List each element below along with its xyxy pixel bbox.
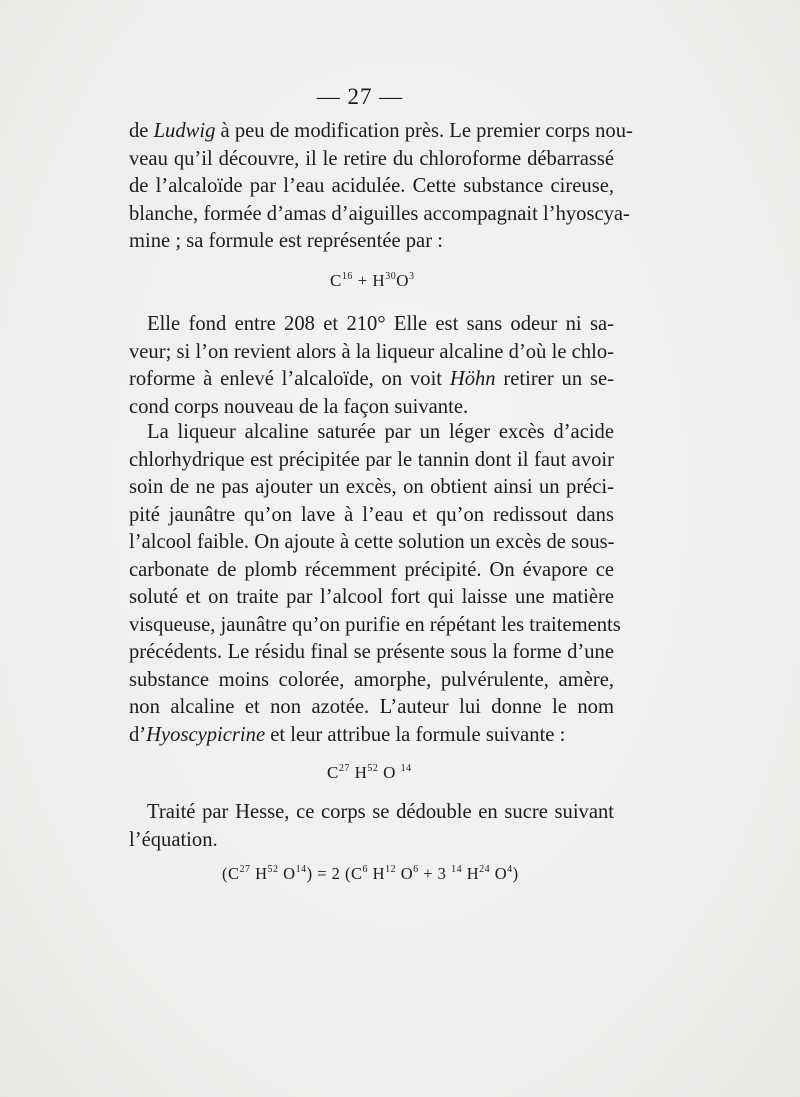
chemical-equation: ($C^{27}$ $H^{52}$ $O^{14}) = 2$ ($C^6$ $H^{12}$ $O^6 + 3$ $^{14}$ $H^{24}$ $O^4$) [222,864,519,883]
text-line: visqueuse, jaunâtre qu’on purifie en répétant les traitements [129,613,621,636]
text-line: Traité par Hesse, ce corps se dédouble en sucre suivant [147,801,614,823]
text-line: soluté et on traite par l’alcool fort qui laisse une matière [129,586,614,608]
paragraph-3 [129,419,621,749]
text-line: Elle fond entre 208 et 210° Elle est sans odeur ni sa- [147,313,614,335]
text-line: cond corps nouveau de la façon suivante. [129,395,469,418]
text-line: soin de ne pas ajouter un excès, on obtient ainsi un préci- [129,476,614,498]
text-line: non alcaline et non azotée. L’auteur lui donne le nom [129,696,614,718]
text-line: carbonate de plomb récemment précipité. On évapore ce [129,558,614,581]
paragraph-1 [129,118,633,256]
text-line: veur; si l’on revient alors à la liqueur alcaline d’où le chlo- [129,340,614,363]
chemical-formula-1: $C^{16} + H^{30}O^3$ [330,271,415,290]
text-line: veau qu’il découvre, il le retire du chloroforme débarrassé [129,147,614,170]
text-line: de Ludwig à peu de modification près. Le premier corps nou- [129,120,633,142]
italic-name-ludwig: Ludwig [153,120,216,142]
text-line: de l’alcaloïde par l’eau acidulée. Cette substance cireuse, [129,175,614,197]
text-line: La liqueur alcaline saturée par un léger excès d’acide [147,421,614,443]
italic-term-hyoscypicrine: Hyoscypicrine [146,723,266,746]
page-number: — 27 — [316,84,404,109]
chemical-formula-2: $C^{27}$ $H^{52}$ O $^{14}$ [327,763,412,782]
text-line: d’Hyoscypicrine et leur attribue la formule suivante : [129,723,566,746]
paragraph-2 [129,311,614,421]
italic-name-hohn: Höhn [449,368,496,390]
text-line: chlorhydrique est précipitée par le tannin dont il faut avoir [129,448,614,471]
text-line: mine ; sa formule est représentée par : [129,230,443,252]
text-line: blanche, formée d’amas d’aiguilles accompagnait l’hyoscya- [129,202,630,225]
text-line: l’équation. [129,828,218,851]
text-line: substance moins colorée, amorphe, pulvérulente, amère, [129,668,614,691]
text-line: précédents. Le résidu final se présente sous la forme d’une [129,641,614,663]
text-line: pité jaunâtre qu’on lave à l’eau et qu’on redissout dans [129,503,614,526]
text-line: l’alcool faible. On ajoute à cette solution un excès de sous- [129,531,615,553]
text-line: roforme à enlevé l’alcaloïde, on voit Höhn retirer un se- [129,368,614,390]
paragraph-4 [129,799,614,854]
